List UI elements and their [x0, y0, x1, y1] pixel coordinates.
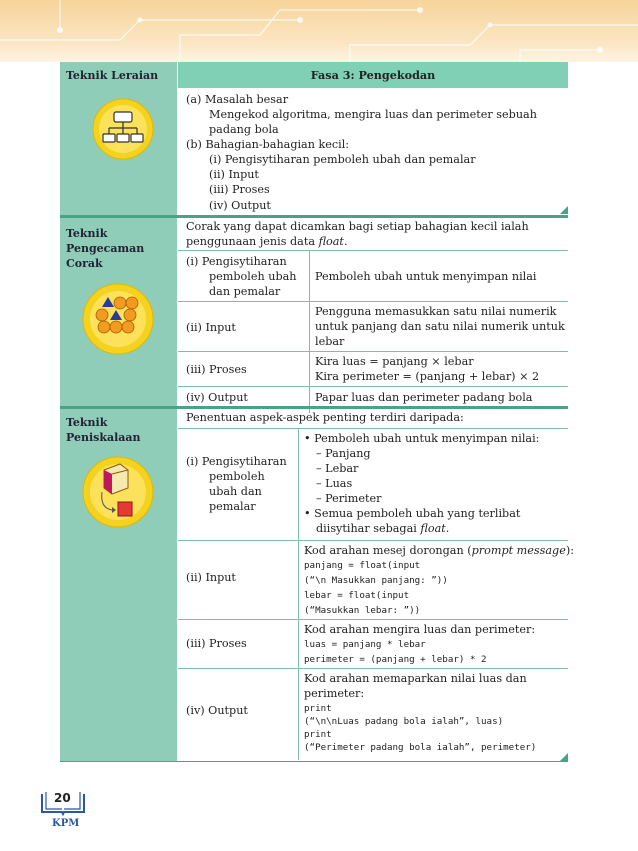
subitem-iv: (iv) Output — [209, 199, 271, 212]
abstraction-icon — [82, 456, 154, 532]
abstraction-label-2: Peniskalaan — [66, 431, 141, 444]
p-row2-left: (ii) Input — [186, 321, 236, 334]
p-row2-right-2: untuk panjang dan satu nilai numerik untuk — [315, 320, 565, 333]
pattern-recognition-label-2: Pengecaman — [66, 242, 145, 255]
a-row1-left-2: pemboleh — [209, 470, 265, 483]
a-row2-code-3: lebar = float(input — [304, 590, 410, 601]
p-row1-left-3: dan pemalar — [209, 285, 281, 298]
a-row4-left: (iv) Output — [186, 704, 248, 717]
a-row1-dash-4: – Perimeter — [316, 492, 382, 505]
p-row2-right-1: Pengguna memasukkan satu nilai numerik — [315, 305, 557, 318]
p-row1-left-1: (i) Pengisytiharan — [186, 255, 287, 268]
a-row4-text-2: perimeter: — [304, 687, 365, 700]
technique-column — [60, 62, 177, 762]
abstraction-label-1: Teknik — [66, 416, 108, 429]
a-row1-bullet-1: • Pemboleh ubah untuk menyimpan nilai: — [304, 432, 540, 445]
p-row3-right-2: Kira perimeter = (panjang + lebar) × 2 — [315, 370, 540, 383]
a-row3-left: (iii) Proses — [186, 637, 247, 650]
pattern-recognition-label-3: Corak — [66, 257, 103, 270]
a-row1-left-1: (i) Pengisytiharan — [186, 455, 287, 468]
a-row2-text: Kod arahan mesej dorongan (prompt message): — [304, 544, 574, 557]
phase-title: Fasa 3: Pengekodan — [178, 62, 568, 88]
a-row1-left-3: ubah dan — [209, 485, 262, 498]
pattern-intro-line-2: penggunaan jenis data float. — [186, 235, 348, 248]
a-row2-code-4: (“Masukkan lebar: ”)) — [304, 605, 421, 616]
subitem-ii: (ii) Input — [209, 168, 259, 181]
a-row1-dash-1: – Panjang — [316, 447, 371, 460]
a-row1-dash-2: – Lebar — [316, 462, 359, 475]
a-row4-code-4: (“Perimeter padang bola ialah”, perimeter) — [304, 742, 537, 753]
p-row4-left: (iv) Output — [186, 391, 248, 404]
corner-marker — [560, 206, 568, 214]
abstraction-intro: Penentuan aspek-aspek penting terdiri daripada: — [186, 411, 464, 424]
section-separator — [60, 406, 568, 409]
circuit-pattern-icon — [0, 0, 638, 62]
p-row3-left: (iii) Proses — [186, 363, 247, 376]
decomposition-icon — [92, 98, 154, 164]
a-row3-text: Kod arahan mengira luas dan perimeter: — [304, 623, 536, 636]
section-separator — [60, 215, 568, 218]
subitem-i: (i) Pengisytiharan pemboleh ubah dan pemalar — [209, 153, 476, 166]
item-b-label: (b) Bahagian-bahagian kecil: — [186, 138, 350, 151]
item-a-text-2: padang bola — [209, 123, 279, 136]
p-row4-right: Papar luas dan perimeter padang bola — [315, 391, 533, 404]
a-row1-bullet-2-cont: diisytihar sebagai float. — [316, 522, 450, 535]
a-row4-code-3: print — [304, 729, 332, 740]
a-row3-code-2: perimeter = (panjang + lebar) * 2 — [304, 654, 487, 665]
a-row1-left-4: pemalar — [209, 500, 256, 513]
a-row2-code-2: (“\n Masukkan panjang: ”)) — [304, 575, 448, 586]
pattern-recognition-label-1: Teknik — [66, 227, 108, 240]
item-a-label: (a) Masalah besar — [186, 93, 289, 106]
top-decorative-band — [0, 0, 638, 62]
pattern-intro-line-1: Corak yang dapat dicamkan bagi setiap bahagian kecil ialah — [186, 220, 529, 233]
technique-decomposition-label: Teknik Leraian — [66, 69, 159, 82]
corner-marker — [560, 753, 568, 761]
page-number-badge — [40, 790, 86, 814]
a-row4-code-1: print — [304, 703, 332, 714]
a-row4-text-1: Kod arahan memaparkan nilai luas dan — [304, 672, 527, 685]
p-row1-left-2: pemboleh ubah — [209, 270, 297, 283]
publisher-label: KPM — [52, 818, 80, 829]
p-row2-right-3: lebar — [315, 335, 345, 348]
p-row1-right: Pemboleh ubah untuk menyimpan nilai — [315, 270, 537, 283]
a-row2-code-1: panjang = float(input — [304, 560, 421, 571]
subitem-iii: (iii) Proses — [209, 183, 270, 196]
a-row1-bullet-2: • Semua pemboleh ubah yang terlibat — [304, 507, 521, 520]
a-row2-left: (ii) Input — [186, 571, 236, 584]
a-row1-dash-3: – Luas — [316, 477, 353, 490]
item-a-text-1: Mengekod algoritma, mengira luas dan perimeter sebuah — [209, 108, 537, 121]
pattern-recognition-icon — [82, 283, 154, 359]
a-row3-code-1: luas = panjang * lebar — [304, 639, 426, 650]
p-row3-right-1: Kira luas = panjang × lebar — [315, 355, 474, 368]
page-number: 20 — [54, 791, 71, 805]
a-row4-code-2: (“\n\nLuas padang bola ialah”, luas) — [304, 716, 504, 727]
